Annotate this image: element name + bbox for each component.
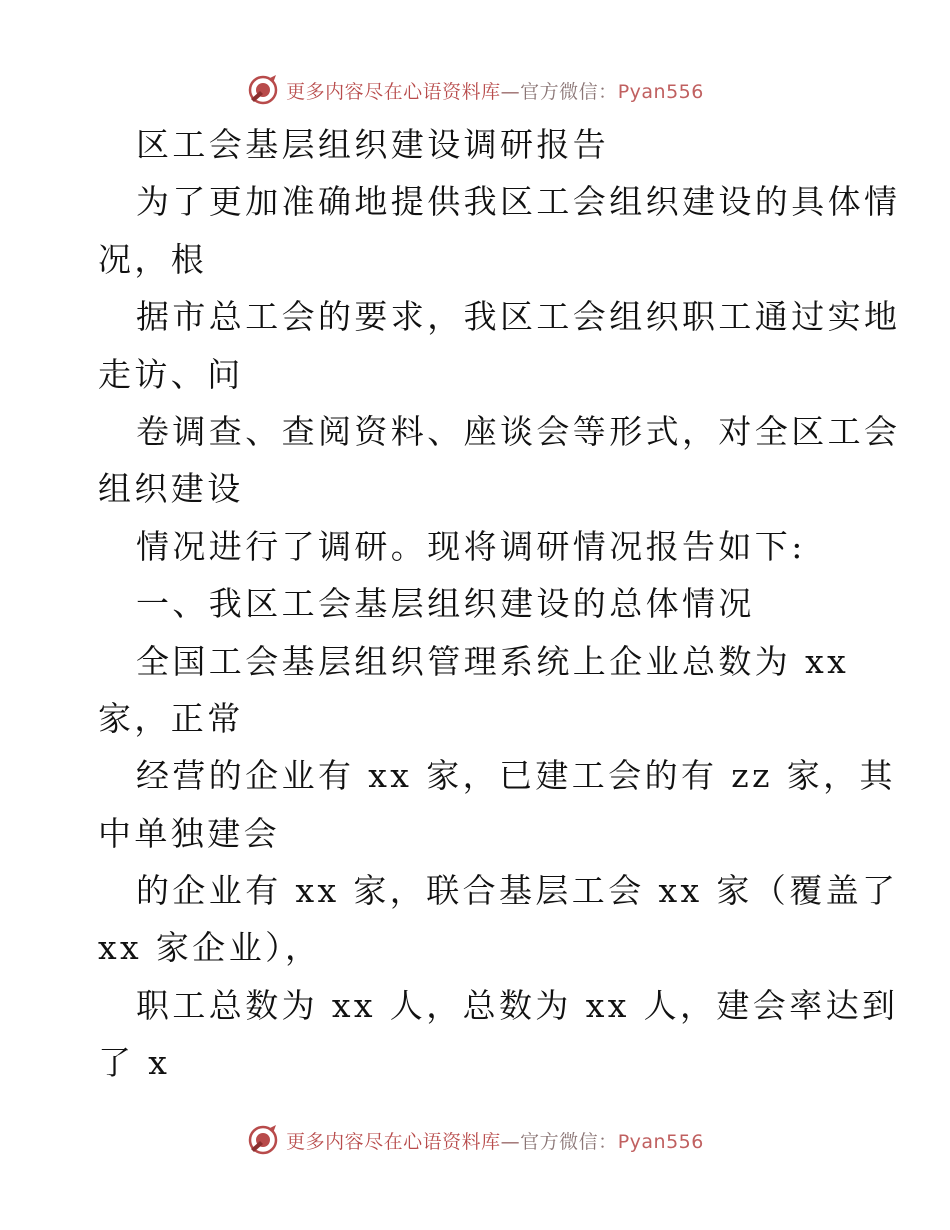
paragraph-line: 为了更加准确地提供我区工会组织建设的具体情: [136, 182, 901, 222]
watermark-dash: —: [500, 1130, 521, 1153]
paragraph-line: 卷调查、查阅资料、座谈会等形式，对全区工会: [136, 411, 901, 451]
paragraph-line: xx 家企业），: [98, 928, 322, 968]
paragraph-line: 了 x: [98, 1043, 171, 1083]
paragraph-line: 的企业有 xx 家，联合基层工会 xx 家（覆盖了: [136, 871, 899, 911]
watermark-dash: —: [500, 80, 521, 103]
paragraph-line: 全国工会基层组织管理系统上企业总数为 xx: [136, 641, 850, 681]
watermark-site-text: 更多内容尽在心语资料库: [286, 80, 501, 103]
watermark-wechat-id: Pyan556: [617, 80, 704, 103]
paragraph-line: 职工总数为 xx 人，总数为 xx 人，建会率达到: [136, 985, 899, 1025]
watermark-text: [286, 1127, 704, 1154]
section-heading: 一、我区工会基层组织建设的总体情况: [136, 584, 755, 624]
watermark-site-text: 更多内容尽在心语资料库: [286, 1130, 501, 1153]
watermark-wechat-label: 官方微信：: [520, 1130, 618, 1153]
paragraph-line: 情况进行了调研。现将调研情况报告如下:: [136, 526, 806, 566]
pen-seal-icon: [246, 1123, 280, 1157]
pen-seal-icon: [246, 73, 280, 107]
watermark-wechat-label: 官方微信：: [520, 80, 618, 103]
paragraph-line: 况，根: [98, 239, 208, 279]
document-title: 区工会基层组织建设调研报告: [136, 125, 610, 164]
footer-watermark: [0, 1120, 950, 1160]
watermark-wechat-id: Pyan556: [617, 1130, 704, 1153]
paragraph-line: 走访、问: [98, 354, 244, 394]
paragraph-line: 中单独建会: [98, 813, 280, 853]
paragraph-line: 据市总工会的要求，我区工会组织职工通过实地: [136, 297, 901, 337]
paragraph-line: 组织建设: [98, 469, 244, 509]
document-body: [98, 116, 901, 1092]
paragraph-line: 经营的企业有 xx 家，已建工会的有 zz 家，其: [136, 756, 896, 796]
watermark-text: [286, 77, 704, 104]
paragraph-line: 家，正常: [98, 698, 244, 738]
header-watermark: [0, 70, 950, 110]
